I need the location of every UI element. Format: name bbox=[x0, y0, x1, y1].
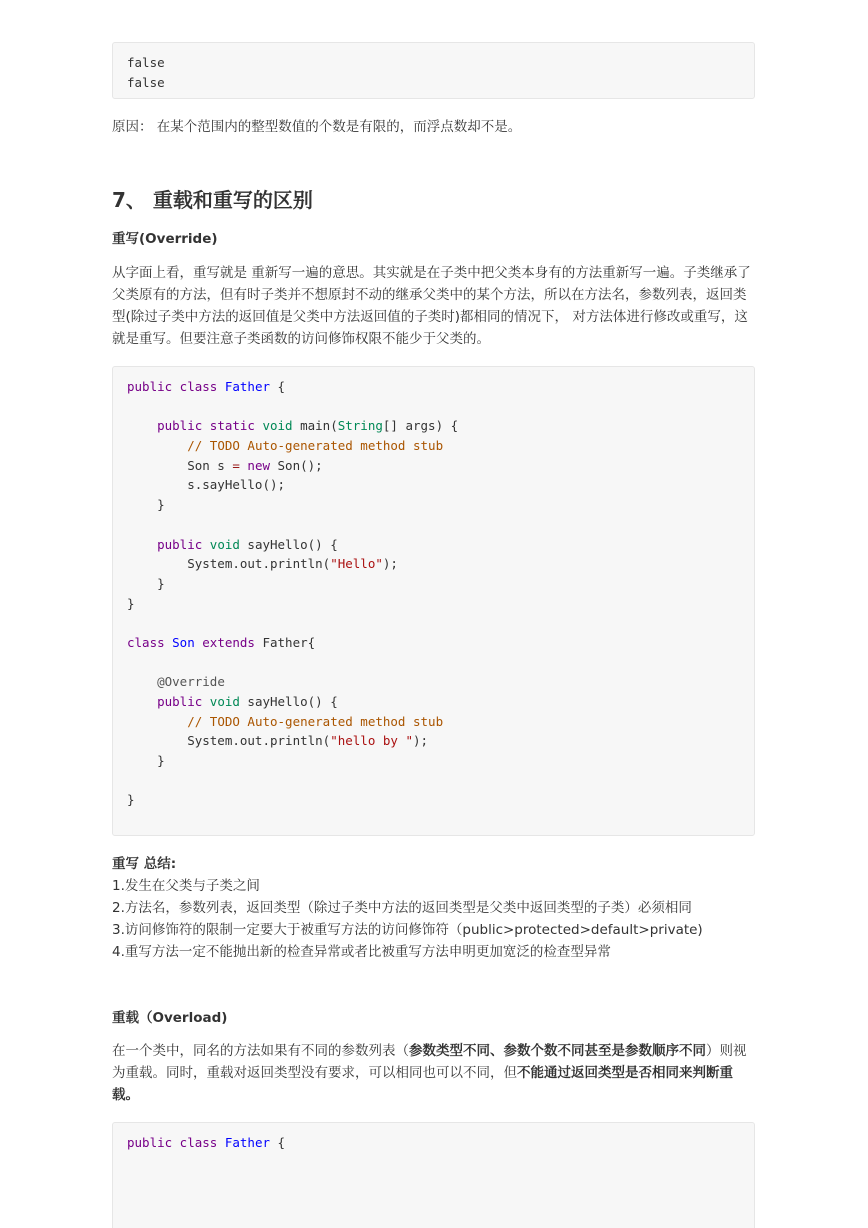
overload-paragraph bbox=[112, 1040, 757, 1106]
code-line bbox=[127, 377, 458, 397]
override-paragraph: 从字面上看，重写就是 重新写一遍的意思。其实就是在子类中把父类本身有的方法重新写一遍。子类继承了父类原有的方法，但有时子类并不想原封不动的继承父类中的某个方法，所以在方法名，参数列表，返回类型(除过子类中方法的返回值是父类中方法返回值的子类时)都相同的情况下， 对方法体进行修改或重写，这就是重写。但要注意子类函数的访问修饰权限不能少于父类的。 bbox=[112, 265, 751, 347]
summary-item: 3.访问修饰符的限制一定要大于被重写方法的访问修饰符（public>protected>default>private) bbox=[112, 922, 703, 938]
code-token: Father bbox=[224, 379, 270, 394]
code-token bbox=[127, 694, 157, 709]
code-token bbox=[127, 438, 187, 453]
code-token: sayHello() { bbox=[239, 694, 338, 709]
output-code-block bbox=[112, 42, 755, 99]
code-token: = bbox=[232, 457, 240, 473]
code-token: @Override bbox=[157, 674, 225, 690]
override-code-block bbox=[112, 366, 755, 836]
code-token: Son bbox=[172, 634, 195, 650]
summary-item: 2.方法名，参数列表，返回类型（除过子类中方法的返回类型是父类中返回类型的子类）必须相同 bbox=[112, 900, 692, 916]
code-token: { bbox=[270, 379, 286, 394]
code-token: } bbox=[127, 497, 165, 513]
code-line bbox=[127, 594, 458, 614]
code-token: } bbox=[127, 595, 135, 611]
code-token bbox=[127, 714, 187, 729]
code-token: void bbox=[209, 694, 240, 709]
code-token: // TODO Auto-generated method stub bbox=[187, 438, 444, 454]
code-token: System.out.println( bbox=[127, 556, 331, 572]
code-token: public static bbox=[157, 418, 263, 434]
overload-code-block bbox=[112, 1122, 755, 1228]
code-line bbox=[127, 416, 458, 436]
code-line bbox=[127, 712, 458, 732]
code-line bbox=[127, 771, 458, 791]
code-token: } bbox=[127, 792, 135, 808]
code-token: } bbox=[127, 575, 165, 591]
code-line bbox=[127, 790, 458, 810]
override-summary-heading: 重写 总结: bbox=[112, 856, 177, 872]
code-token: public bbox=[157, 694, 210, 709]
code-line bbox=[127, 653, 458, 673]
code-token: Son s bbox=[127, 457, 233, 473]
code-token: void bbox=[262, 418, 293, 434]
code-line bbox=[127, 456, 458, 476]
overload-bold-text: 参数类型不同、参数个数不同甚至是参数顺序不同 bbox=[409, 1043, 706, 1059]
override-summary-list bbox=[112, 875, 757, 963]
override-heading: 重写(Override) bbox=[112, 231, 218, 247]
code-line bbox=[127, 1133, 285, 1153]
code-token: "hello by " bbox=[330, 733, 413, 749]
code-token bbox=[127, 537, 157, 552]
code-line bbox=[127, 554, 458, 574]
code-token: Father bbox=[224, 1135, 270, 1150]
code-token: Father{ bbox=[254, 634, 316, 650]
code-line bbox=[127, 515, 458, 535]
code-token bbox=[127, 674, 157, 689]
summary-item: 4.重写方法一定不能抛出新的检查异常或者比被重写方法申明更加宽泛的检查型异常 bbox=[112, 944, 611, 960]
override-code-lines bbox=[127, 377, 458, 810]
code-token: ); bbox=[413, 733, 429, 749]
code-token: public bbox=[157, 536, 210, 552]
code-line bbox=[127, 495, 458, 515]
code-token: String bbox=[337, 418, 383, 434]
code-token: class bbox=[127, 634, 173, 650]
code-token: public class bbox=[127, 379, 225, 394]
summary-item: 1.发生在父类与子类之间 bbox=[112, 878, 260, 894]
code-token: void bbox=[209, 536, 240, 552]
code-line bbox=[127, 692, 458, 712]
overload-bold-text: 不能通过返回类型是否相同来判断重载。 bbox=[112, 1065, 733, 1103]
code-line bbox=[127, 751, 458, 771]
section-7-heading: 7、 重载和重写的区别 bbox=[112, 188, 313, 212]
output-line: false bbox=[127, 55, 165, 70]
code-token: extends bbox=[202, 634, 255, 650]
reason-paragraph: 原因： 在某个范围内的整型数值的个数是有限的，而浮点数却不是。 bbox=[112, 119, 522, 135]
code-token: new bbox=[247, 457, 270, 473]
code-token: // TODO Auto-generated method stub bbox=[187, 713, 444, 729]
overload-text: 在一个类中，同名的方法如果有不同的参数列表（ bbox=[112, 1043, 409, 1059]
code-token: s.sayHello(); bbox=[127, 477, 286, 493]
code-token: main( bbox=[292, 418, 338, 434]
code-line bbox=[127, 672, 458, 692]
code-token: } bbox=[127, 753, 165, 769]
code-line bbox=[127, 613, 458, 633]
code-token: sayHello() { bbox=[239, 536, 338, 552]
code-token: Son(); bbox=[270, 457, 323, 473]
overload-heading: 重载（Overload) bbox=[112, 1010, 228, 1026]
code-line bbox=[127, 633, 458, 653]
code-token: { bbox=[270, 1135, 286, 1150]
code-token: [] args) { bbox=[382, 418, 459, 434]
code-token bbox=[127, 418, 157, 433]
code-line bbox=[127, 436, 458, 456]
overload-code-lines bbox=[127, 1133, 285, 1153]
code-line bbox=[127, 535, 458, 555]
code-token: System.out.println( bbox=[127, 733, 331, 749]
code-line bbox=[127, 475, 458, 495]
code-token: public class bbox=[127, 1135, 225, 1150]
code-token: ); bbox=[382, 556, 398, 572]
overload-text: ）则视为重载。同时，重载对返回类型没有要求，可以相同也可以不同，但 bbox=[112, 1043, 747, 1081]
code-line bbox=[127, 731, 458, 751]
code-token: "Hello" bbox=[330, 556, 383, 572]
output-line: false bbox=[127, 74, 165, 90]
code-line bbox=[127, 397, 458, 417]
code-line bbox=[127, 574, 458, 594]
